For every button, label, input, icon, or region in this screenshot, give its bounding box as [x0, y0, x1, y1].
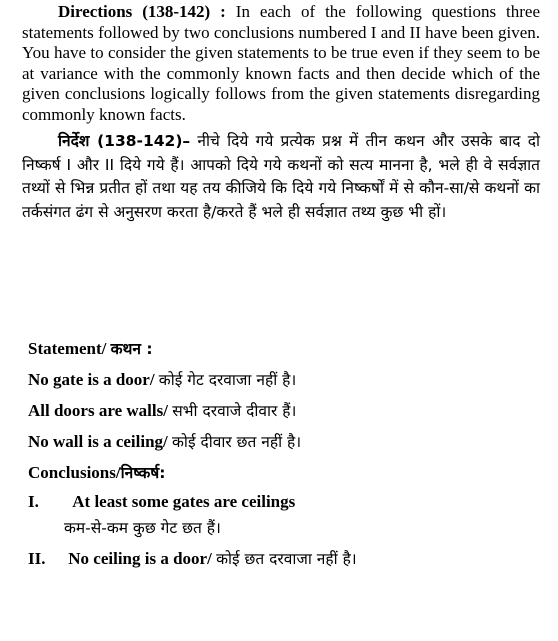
conclusion-2-hi: कोई छत दरवाजा नहीं है।: [216, 550, 357, 568]
conclusion-2-en: No ceiling is a door/: [68, 549, 212, 568]
directions-paragraph: [22, 0, 540, 125]
conclusion-1: [28, 492, 295, 512]
statement-label-en: Statement/: [28, 339, 107, 358]
statement-1: [28, 368, 296, 390]
directions-heading: Directions (138-142) :: [58, 2, 226, 21]
conclusion-1-number: I.: [28, 492, 39, 511]
statement-3: [28, 430, 301, 452]
statement-1-en: No gate is a door/: [28, 370, 155, 389]
nirdesh-paragraph: [22, 130, 540, 224]
statement-2-en: All doors are walls/: [28, 401, 168, 420]
conclusions-label-en: Conclusions/: [28, 463, 121, 482]
conclusion-2-number: II.: [28, 549, 46, 568]
statement-label-hi: कथन :: [110, 340, 153, 358]
conclusion-1-hindi: कम-से-कम कुछ गेट छत हैं।: [64, 519, 221, 537]
directions-text: In each of the following questions three statements followed by two conclusions numbered I and II have been given. You have to consider the given statements to be true even if they seem to be at variance with the commonly known facts and then decide which of the given conclusions logically follows from the given statements disregarding commonly known facts.: [22, 2, 540, 124]
statement-2: [28, 399, 296, 421]
statement-1-hi: कोई गेट दरवाजा नहीं है।: [158, 371, 297, 389]
statement-3-en: No wall is a ceiling/: [28, 432, 168, 451]
nirdesh-heading: निर्देश (138-142)–: [58, 132, 191, 150]
conclusions-label: [28, 461, 165, 483]
statement-label: [28, 337, 153, 359]
question-page: [22, 0, 540, 224]
statement-3-hi: कोई दीवार छत नहीं है।: [172, 433, 302, 451]
conclusions-label-hi: निष्कर्ष:: [120, 464, 166, 482]
conclusion-1-en: At least some gates are ceilings: [72, 492, 296, 511]
nirdesh-text: नीचे दिये गये प्रत्येक प्रश्न में तीन कथन और उसके बाद दो निष्कर्ष I और II दिये गये हैं। आपको दिये गये कथनों को सत्य मानना है, भले ही वे सर्वज्ञात तथ्यों से भिन्न प्रतीत हों तथा यह तय कीजिये कि दिये गये निष्कर्षों में से कौन-सा/से कथनों का तर्कसंगत ढंग से अनुसरण करता है/करते हैं भले ही सर्वज्ञात तथ्य कुछ भी हों।: [22, 132, 540, 221]
statement-2-hi: सभी दरवाजे दीवार हैं।: [172, 402, 297, 420]
conclusion-2: [28, 547, 357, 569]
